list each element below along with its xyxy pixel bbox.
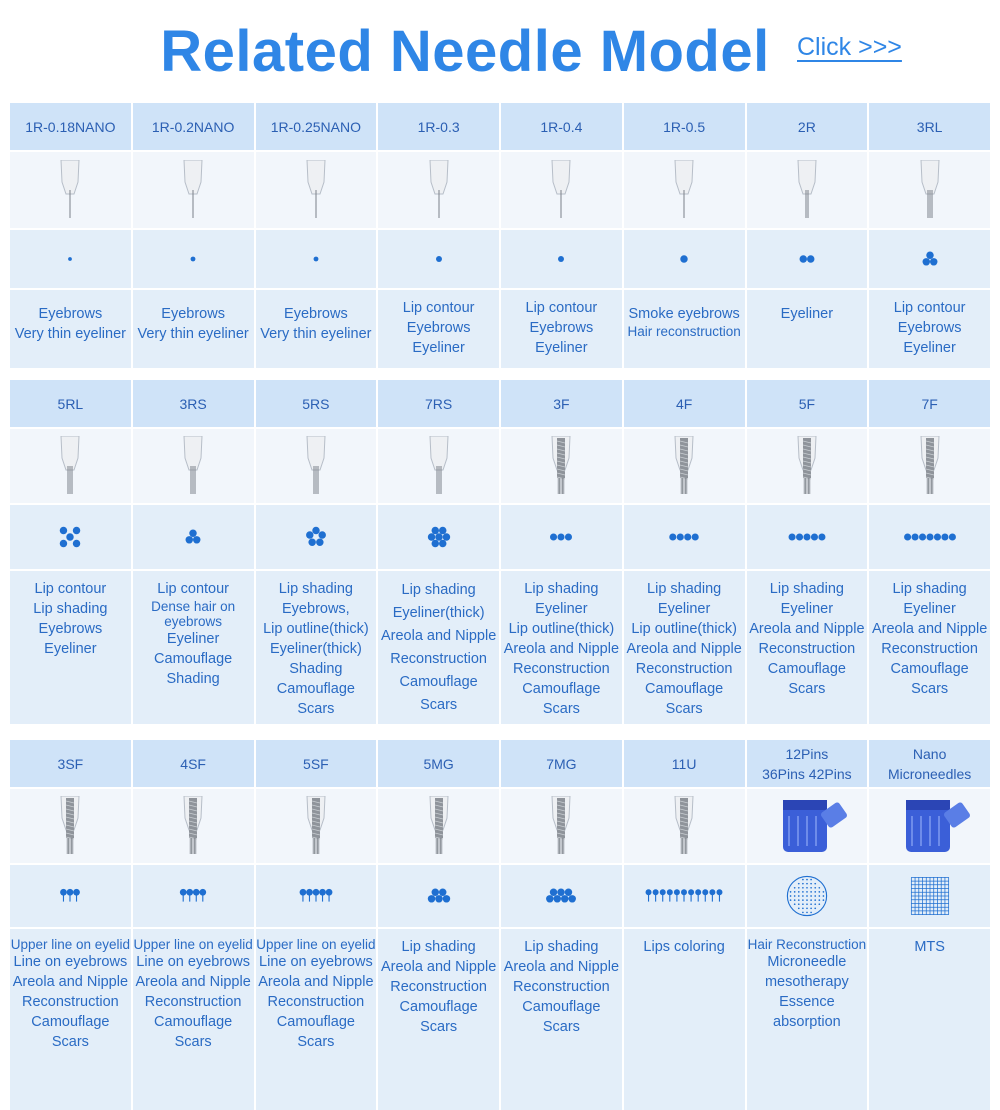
needle-cartridge-image bbox=[256, 152, 377, 228]
model-name: 11U bbox=[624, 740, 745, 787]
usage-list bbox=[747, 571, 868, 724]
model-name bbox=[869, 740, 990, 787]
usage-item: Eyeliner bbox=[657, 601, 711, 617]
usage-item: Hair reconstruction bbox=[627, 324, 741, 339]
needle-pattern-icon bbox=[624, 509, 744, 565]
needle-cartridge-image bbox=[624, 429, 745, 503]
needle-cartridge-image bbox=[10, 152, 131, 228]
needle-pattern-icon bbox=[624, 868, 744, 924]
usage-item: Camouflage bbox=[890, 661, 969, 677]
usage-item: Lip shading bbox=[524, 581, 599, 597]
usage-list bbox=[133, 571, 254, 724]
usage-item: Upper line on eyelid bbox=[256, 937, 376, 952]
usage-item: Eyebrows bbox=[284, 306, 348, 322]
page-title: Related Needle Model bbox=[160, 19, 770, 84]
usage-item: Very thin eyeliner bbox=[260, 326, 372, 342]
needle-pattern bbox=[747, 230, 868, 288]
needle-pattern-icon bbox=[501, 509, 621, 565]
usage-item: Eyebrows bbox=[406, 320, 471, 336]
needle-pattern-icon bbox=[256, 509, 376, 565]
needle-cartridge-image bbox=[133, 429, 254, 503]
usage-item: Eyeliner bbox=[412, 340, 465, 356]
usage-list bbox=[378, 929, 499, 1110]
usage-item: Areola and Nipple bbox=[749, 621, 865, 637]
needle-icon bbox=[10, 160, 130, 220]
usage-item: Eyebrows bbox=[529, 320, 594, 336]
needle-pattern bbox=[256, 230, 377, 288]
usage-item: Very thin eyeliner bbox=[137, 326, 249, 342]
needle-pattern bbox=[378, 230, 499, 288]
needle-icon bbox=[133, 436, 253, 496]
usage-list bbox=[378, 571, 499, 724]
model-name: 1R-0.2NANO bbox=[133, 103, 254, 150]
needle-icon bbox=[256, 160, 376, 220]
needle-image-row bbox=[10, 789, 990, 863]
needle-cartridge-image bbox=[624, 152, 745, 228]
usage-item: Scars bbox=[174, 1034, 212, 1050]
model-name: 5SF bbox=[256, 740, 377, 787]
needle-pattern-icon bbox=[747, 509, 867, 565]
needle-cartridge-image bbox=[869, 429, 990, 503]
needle-cartridge-image bbox=[378, 429, 499, 503]
needle-pattern-icon bbox=[870, 231, 990, 287]
needle-pattern bbox=[10, 505, 131, 569]
needle-icon bbox=[10, 436, 130, 496]
needle-cartridge-image bbox=[501, 789, 622, 863]
model-name: 3RS bbox=[133, 380, 254, 427]
needle-pattern bbox=[10, 865, 131, 927]
usage-item: Lips coloring bbox=[643, 939, 725, 955]
needle-pattern-icon bbox=[501, 868, 621, 924]
usage-item: Lip shading bbox=[278, 581, 353, 597]
needle-icon bbox=[624, 796, 744, 856]
needle-icon bbox=[624, 436, 744, 496]
usage-list bbox=[256, 929, 377, 1110]
needle-pattern-icon bbox=[870, 509, 990, 565]
usage-item: Camouflage bbox=[645, 681, 724, 697]
usage-item: Lip outline(thick) bbox=[263, 621, 369, 637]
needle-pattern-icon bbox=[870, 868, 990, 924]
model-name: 5RS bbox=[256, 380, 377, 427]
needle-pattern-icon bbox=[10, 231, 130, 287]
usage-item: mesotherapy bbox=[764, 974, 849, 990]
needle-icon bbox=[870, 796, 990, 856]
usage-list bbox=[501, 571, 622, 724]
usage-item: Hair Reconstruction bbox=[747, 937, 867, 952]
usage-item: Lip shading bbox=[769, 581, 844, 597]
needle-icon bbox=[379, 160, 499, 220]
needle-cartridge-image bbox=[10, 429, 131, 503]
needle-cartridge-image bbox=[747, 152, 868, 228]
needle-pattern bbox=[378, 865, 499, 927]
needle-icon bbox=[747, 796, 867, 856]
usage-item: Dense hair on eyebrows bbox=[151, 599, 236, 629]
model-name: 4F bbox=[624, 380, 745, 427]
usage-item: Eyebrows bbox=[38, 306, 103, 322]
usage-item: Lip shading bbox=[647, 581, 722, 597]
usage-item: Scars bbox=[911, 681, 949, 697]
needle-pattern bbox=[501, 230, 622, 288]
usage-item: Camouflage bbox=[399, 674, 478, 690]
needle-cartridge-image bbox=[378, 789, 499, 863]
usage-item: Camouflage bbox=[522, 681, 601, 697]
needle-cartridge-image bbox=[133, 789, 254, 863]
needle-pattern-icon bbox=[379, 509, 499, 565]
needle-pattern bbox=[869, 230, 990, 288]
needle-pattern bbox=[869, 865, 990, 927]
usage-item: Camouflage bbox=[31, 1014, 110, 1030]
usage-item: Eyebrows bbox=[38, 621, 103, 637]
usage-item: Scars bbox=[297, 1034, 335, 1050]
usage-item: Scars bbox=[420, 1019, 458, 1035]
usage-item: Scars bbox=[542, 1019, 580, 1035]
needle-pattern-icon bbox=[747, 231, 867, 287]
model-section-2 bbox=[10, 380, 990, 724]
usage-item: Eyebrows bbox=[161, 306, 225, 322]
needle-pattern bbox=[133, 230, 254, 288]
needle-cartridge-image bbox=[256, 789, 377, 863]
usage-item: Lip contour bbox=[893, 300, 966, 316]
needle-icon bbox=[133, 160, 253, 220]
needle-pattern-icon bbox=[379, 868, 499, 924]
usage-item: Eyebrows bbox=[897, 320, 962, 336]
usage-item: Upper line on eyelid bbox=[133, 937, 253, 952]
usage-list bbox=[624, 929, 745, 1110]
usage-item: Lip shading bbox=[401, 582, 476, 598]
needle-pattern-icon bbox=[10, 868, 130, 924]
usage-item: Reconstruction bbox=[390, 979, 487, 995]
needle-cartridge-image bbox=[501, 429, 622, 503]
usage-item: Shading bbox=[166, 671, 220, 687]
usage-list bbox=[624, 571, 745, 724]
needle-icon bbox=[870, 436, 990, 496]
usage-item: Lip shading bbox=[33, 601, 108, 617]
usage-item: Camouflage bbox=[276, 1014, 355, 1030]
usage-list bbox=[256, 290, 377, 368]
needle-pattern bbox=[501, 505, 622, 569]
usage-item: Areola and Nipple bbox=[258, 974, 374, 990]
usage-item: Areola and Nipple bbox=[380, 959, 497, 975]
usage-item: Lip contour bbox=[525, 300, 598, 316]
usage-row bbox=[10, 571, 990, 724]
needle-pattern bbox=[624, 865, 745, 927]
usage-list bbox=[869, 290, 990, 368]
usage-item: Camouflage bbox=[276, 681, 355, 697]
needle-icon bbox=[624, 160, 744, 220]
usage-item: Camouflage bbox=[767, 661, 846, 677]
needle-icon bbox=[501, 160, 621, 220]
usage-list bbox=[10, 929, 131, 1110]
usage-item: Areola and Nipple bbox=[626, 641, 742, 657]
usage-list bbox=[747, 290, 868, 368]
needle-cartridge-image bbox=[378, 152, 499, 228]
usage-item: Camouflage bbox=[399, 999, 478, 1015]
needle-icon bbox=[747, 160, 867, 220]
needle-icon bbox=[870, 160, 990, 220]
usage-item: Lip contour bbox=[157, 581, 229, 597]
usage-item: Lip outline(thick) bbox=[508, 621, 615, 637]
needle-pattern bbox=[10, 230, 131, 288]
needle-icon bbox=[10, 796, 130, 856]
model-section-3 bbox=[10, 740, 990, 1110]
usage-item: Reconstruction bbox=[390, 651, 487, 667]
model-name: 1R-0.5 bbox=[624, 103, 745, 150]
usage-item: MTS bbox=[914, 939, 945, 955]
usage-list bbox=[501, 929, 622, 1110]
usage-list bbox=[624, 290, 745, 368]
model-name: 2R bbox=[747, 103, 868, 150]
usage-item: Smoke eyebrows bbox=[628, 306, 740, 322]
needle-pattern bbox=[624, 505, 745, 569]
needle-icon bbox=[501, 436, 621, 496]
usage-item: Areola and Nipple bbox=[135, 974, 251, 990]
usage-item: Lip contour bbox=[34, 581, 107, 597]
usage-item: Eyeliner(thick) bbox=[269, 641, 362, 657]
needle-icon bbox=[747, 436, 867, 496]
usage-item: Reconstruction bbox=[22, 994, 119, 1010]
usage-item: Microneedle bbox=[767, 954, 847, 970]
needle-pattern bbox=[133, 505, 254, 569]
needle-pattern-icon bbox=[10, 509, 130, 565]
usage-list bbox=[133, 290, 254, 368]
usage-item: Scars bbox=[420, 697, 458, 713]
usage-item: Eyeliner bbox=[166, 631, 220, 647]
model-name: 1R-0.18NANO bbox=[10, 103, 131, 150]
needle-pattern-icon bbox=[133, 509, 253, 565]
usage-item: Eyeliner bbox=[780, 306, 834, 322]
needle-pattern-icon bbox=[501, 231, 621, 287]
model-name: 1R-0.3 bbox=[378, 103, 499, 150]
usage-item: Line on eyebrows bbox=[13, 954, 128, 970]
usage-item: Eyeliner bbox=[535, 340, 588, 356]
needle-pattern-icon bbox=[747, 868, 867, 924]
usage-item: Areola and Nipple bbox=[12, 974, 129, 990]
model-section-1 bbox=[10, 103, 990, 368]
needle-icon bbox=[256, 436, 376, 496]
usage-item: Line on eyebrows bbox=[136, 954, 250, 970]
usage-row bbox=[10, 929, 990, 1110]
usage-item: Very thin eyeliner bbox=[14, 326, 126, 342]
usage-item: Camouflage bbox=[522, 999, 601, 1015]
model-name-line: Microneedles bbox=[887, 765, 972, 782]
usage-item: Reconstruction bbox=[513, 661, 610, 677]
usage-item: Eyeliner bbox=[903, 601, 956, 617]
needle-image-row bbox=[10, 152, 990, 228]
usage-item: Line on eyebrows bbox=[259, 954, 373, 970]
usage-item: Eyeliner bbox=[44, 641, 97, 657]
usage-item: Reconstruction bbox=[635, 661, 733, 677]
usage-item: Reconstruction bbox=[267, 994, 365, 1010]
pattern-row bbox=[10, 505, 990, 569]
usage-list bbox=[378, 290, 499, 368]
needle-icon bbox=[133, 796, 253, 856]
needle-pattern-icon bbox=[133, 868, 253, 924]
usage-list bbox=[869, 571, 990, 724]
usage-item: Camouflage bbox=[154, 1014, 233, 1030]
model-header-row bbox=[10, 740, 990, 787]
usage-list bbox=[10, 571, 131, 724]
usage-item: Reconstruction bbox=[144, 994, 242, 1010]
model-name: 5MG bbox=[378, 740, 499, 787]
needle-cartridge-image bbox=[501, 152, 622, 228]
usage-item: Lip outline(thick) bbox=[631, 621, 737, 637]
usage-item: Eyeliner(thick) bbox=[392, 605, 485, 621]
model-header-row bbox=[10, 103, 990, 150]
needle-cartridge-image bbox=[869, 152, 990, 228]
model-name-line: Nano bbox=[912, 745, 947, 762]
usage-item: Areola and Nipple bbox=[380, 628, 497, 644]
pattern-row bbox=[10, 230, 990, 288]
needle-cartridge-image bbox=[747, 429, 868, 503]
needle-cartridge-image bbox=[10, 789, 131, 863]
model-name-line: 36Pins 42Pins bbox=[762, 765, 852, 782]
usage-item: Eyeliner bbox=[535, 601, 588, 617]
model-name: 5RL bbox=[10, 380, 131, 427]
needle-pattern bbox=[869, 505, 990, 569]
needle-pattern bbox=[501, 865, 622, 927]
usage-item: Areola and Nipple bbox=[503, 959, 620, 975]
usage-list bbox=[501, 290, 622, 368]
usage-item: Upper line on eyelid bbox=[10, 937, 131, 952]
needle-pattern-icon bbox=[256, 231, 376, 287]
usage-item: Scars bbox=[51, 1034, 89, 1050]
needle-pattern bbox=[747, 505, 868, 569]
needle-pattern bbox=[256, 505, 377, 569]
needle-image-row bbox=[10, 429, 990, 503]
needle-icon bbox=[501, 796, 621, 856]
usage-item: Reconstruction bbox=[758, 641, 856, 657]
usage-item: Scars bbox=[297, 701, 335, 717]
needle-pattern bbox=[256, 865, 377, 927]
usage-item: Scars bbox=[542, 701, 580, 717]
model-name: 3RL bbox=[869, 103, 990, 150]
needle-pattern bbox=[378, 505, 499, 569]
needle-cartridge-image bbox=[747, 789, 868, 863]
needle-pattern bbox=[624, 230, 745, 288]
usage-item: Eyeliner bbox=[903, 340, 956, 356]
needle-pattern bbox=[133, 865, 254, 927]
needle-icon bbox=[379, 436, 499, 496]
model-name: 4SF bbox=[133, 740, 254, 787]
usage-list bbox=[747, 929, 868, 1110]
needle-cartridge-image bbox=[256, 429, 377, 503]
model-header-row bbox=[10, 380, 990, 427]
usage-item: Scars bbox=[788, 681, 826, 697]
usage-item: Areola and Nipple bbox=[503, 641, 620, 657]
usage-item: Lip shading bbox=[401, 939, 476, 955]
usage-list bbox=[869, 929, 990, 1110]
click-more-link[interactable]: Click >>> bbox=[797, 33, 902, 61]
needle-icon bbox=[256, 796, 376, 856]
model-name: 7MG bbox=[501, 740, 622, 787]
usage-item: Areola and Nipple bbox=[871, 621, 988, 637]
model-name bbox=[747, 740, 868, 787]
usage-list bbox=[10, 290, 131, 368]
usage-item: Eyebrows, bbox=[282, 601, 350, 617]
usage-item: Reconstruction bbox=[513, 979, 610, 995]
model-name: 1R-0.4 bbox=[501, 103, 622, 150]
usage-item: Reconstruction bbox=[881, 641, 978, 657]
model-name: 5F bbox=[747, 380, 868, 427]
needle-pattern-icon bbox=[133, 231, 253, 287]
model-name: 7F bbox=[869, 380, 990, 427]
usage-item: Eyeliner bbox=[780, 601, 834, 617]
usage-list bbox=[256, 571, 377, 724]
usage-item: Shading bbox=[289, 661, 343, 677]
usage-row bbox=[10, 290, 990, 368]
model-name: 1R-0.25NANO bbox=[256, 103, 377, 150]
model-name-line: 12Pins bbox=[785, 745, 829, 762]
usage-item: Scars bbox=[665, 701, 703, 717]
model-name: 3F bbox=[501, 380, 622, 427]
needle-pattern-icon bbox=[379, 231, 499, 287]
needle-icon bbox=[379, 796, 499, 856]
model-name: 7RS bbox=[378, 380, 499, 427]
model-name: 3SF bbox=[10, 740, 131, 787]
usage-item: Camouflage bbox=[154, 651, 233, 667]
usage-item: Lip contour bbox=[402, 300, 475, 316]
needle-pattern bbox=[747, 865, 868, 927]
usage-list bbox=[133, 929, 254, 1110]
usage-item: Lip shading bbox=[524, 939, 599, 955]
usage-item: Lip shading bbox=[892, 581, 967, 597]
needle-cartridge-image bbox=[869, 789, 990, 863]
needle-pattern-icon bbox=[624, 231, 744, 287]
needle-pattern-icon bbox=[256, 868, 376, 924]
usage-item: Essence absorption bbox=[773, 994, 841, 1030]
needle-cartridge-image bbox=[133, 152, 254, 228]
pattern-row bbox=[10, 865, 990, 927]
needle-cartridge-image bbox=[624, 789, 745, 863]
